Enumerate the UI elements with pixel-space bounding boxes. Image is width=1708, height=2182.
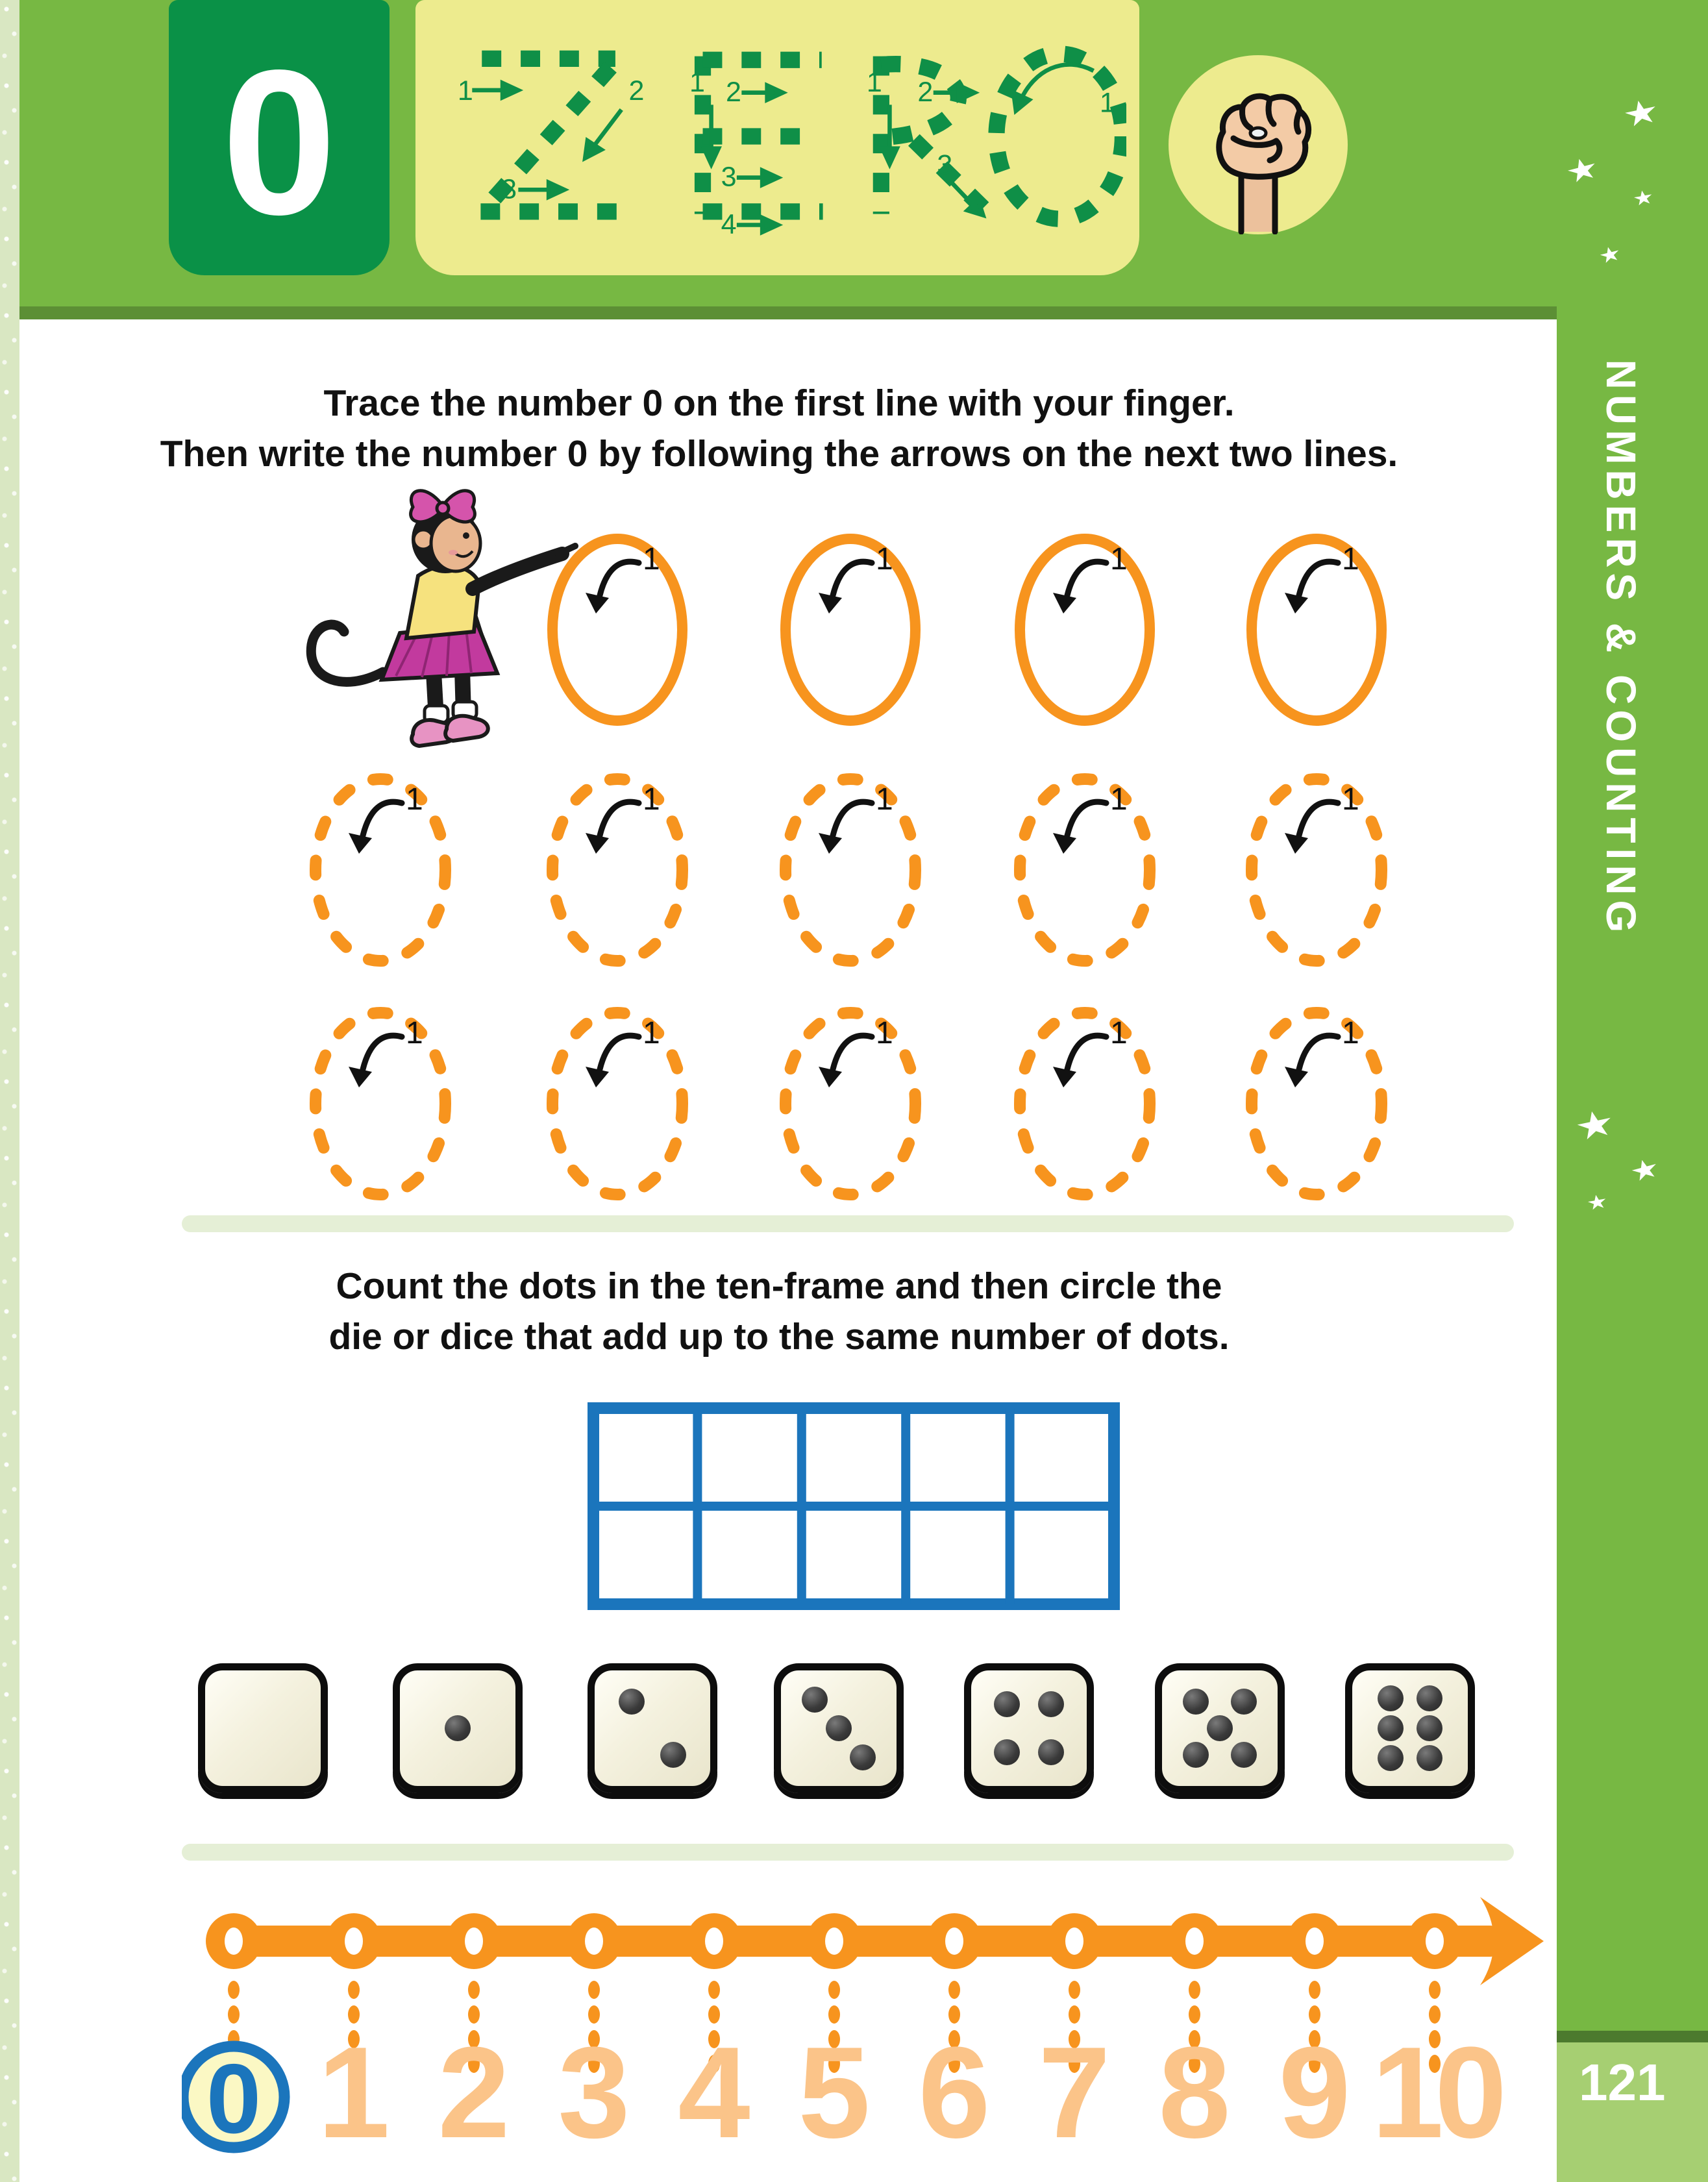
word-trace-box [415, 0, 1139, 275]
number-line-label-highlighted: 0 [206, 2044, 262, 2154]
e-stroke-4: 4 [721, 208, 737, 240]
page-number: 121 [1579, 2053, 1666, 2111]
stroke-number-label: 1 [1342, 782, 1359, 817]
section-divider [182, 1215, 1514, 1232]
monkey-bow-knot [437, 502, 449, 514]
stroke-number-label: 1 [1110, 782, 1128, 817]
star-icon: ★ [1626, 1152, 1663, 1188]
sidebar-footer-line [1557, 2031, 1708, 2042]
stroke-number-label: 1 [876, 1016, 893, 1050]
die-pip [1231, 1742, 1257, 1768]
die-showing-0 [198, 1663, 328, 1793]
die-pip [994, 1691, 1020, 1717]
stroke-number-label: 1 [876, 542, 893, 576]
stroke-number-label: 1 [643, 782, 660, 817]
die-pip [994, 1739, 1020, 1765]
letter-o [996, 54, 1122, 219]
sidebar-title: NUMBERS & COUNTING [1598, 359, 1644, 938]
r-stroke-1: 1 [866, 66, 882, 98]
number-line-label: 5 [798, 2020, 871, 2165]
o-stroke-1: 1 [1099, 87, 1115, 119]
die-pip [1183, 1742, 1209, 1768]
die-showing-1 [393, 1663, 523, 1793]
number-line-label: 1 [317, 2020, 390, 2165]
instr2-pre: Then write the number [160, 433, 567, 475]
die-showing-2 [588, 1663, 717, 1793]
lesson-number-box [169, 0, 390, 275]
die-showing-6 [1345, 1663, 1475, 1793]
monkey-character-illustration [279, 477, 584, 763]
monkey-face [431, 515, 480, 571]
instr2-zero: 0 [567, 433, 588, 475]
monkey-eye [463, 532, 469, 539]
trace-oval-dashed [776, 1003, 925, 1204]
die-pip [619, 1689, 645, 1715]
fist-icon [1169, 55, 1348, 234]
die-pip [1378, 1745, 1404, 1771]
stroke-number-label: 1 [1342, 542, 1359, 576]
die-showing-5 [1155, 1663, 1285, 1793]
number-line-label: 2 [438, 2020, 510, 2165]
star-icon: ★ [1631, 185, 1655, 210]
count-instructions [84, 1261, 1474, 1362]
die-pip [850, 1744, 876, 1770]
number-line-label: 9 [1278, 2020, 1351, 2165]
star-icon: ★ [1585, 1189, 1609, 1215]
number-line-label: 4 [678, 2020, 750, 2165]
instr1-pre: Trace the number [323, 382, 643, 424]
star-icon: ★ [1571, 1101, 1618, 1149]
die-pip [1038, 1691, 1064, 1717]
die-pip [1207, 1715, 1233, 1741]
monkey-shirt [406, 565, 479, 638]
instr1-zero: 0 [642, 382, 663, 424]
monkey-blush [449, 550, 458, 555]
trace-oval-dashed [543, 769, 692, 971]
trace-oval-solid [776, 529, 925, 730]
number-line-label: 3 [558, 2020, 630, 2165]
die-pip [1417, 1715, 1442, 1741]
number-line-label: 8 [1158, 2020, 1231, 2165]
z-stroke-3: 3 [501, 173, 517, 205]
die-pip [660, 1742, 686, 1768]
stroke-number-label: 1 [406, 1016, 423, 1050]
trace-oval-dashed [1242, 1003, 1391, 1204]
stroke-number-label: 1 [876, 782, 893, 817]
e-stroke-2: 2 [726, 76, 741, 108]
star-icon: ★ [1619, 92, 1663, 136]
trace-oval-dashed [543, 1003, 692, 1204]
trace-oval-solid [1010, 529, 1159, 730]
e-stroke-3: 3 [721, 161, 737, 193]
count-instr-line1: Count the dots in the ten-frame and then circle the [336, 1265, 1222, 1307]
trace-oval-dashed [1242, 769, 1391, 971]
stroke-number-label: 1 [1342, 1016, 1359, 1050]
star-icon: ★ [1596, 242, 1624, 269]
ten-frame [588, 1402, 1120, 1610]
stroke-number-label: 1 [1110, 1016, 1128, 1050]
star-icon: ★ [1562, 149, 1602, 191]
instr1-post: on the first line with your finger. [663, 382, 1235, 424]
trace-oval-dashed [306, 769, 455, 971]
count-instr-line2: die or dice that add up to the same number of dots. [328, 1316, 1230, 1358]
number-line [182, 1883, 1558, 2182]
header-underline [19, 306, 1558, 319]
r-stroke-3: 3 [937, 149, 953, 180]
die-showing-4 [964, 1663, 1094, 1793]
die-pip [1417, 1685, 1442, 1711]
z-stroke-1: 1 [457, 75, 473, 106]
die-pip [826, 1715, 852, 1741]
die-pip [1417, 1745, 1442, 1771]
monkey-shoe [445, 716, 488, 741]
die-pip [1378, 1715, 1404, 1741]
trace-oval-dashed [1010, 1003, 1159, 1204]
e-stroke-1: 1 [689, 66, 705, 98]
trace-oval-dashed [306, 1003, 455, 1204]
die-pip [1378, 1685, 1404, 1711]
instr2-post: by following the arrows on the next two lines. [588, 433, 1398, 475]
die-pip [1038, 1739, 1064, 1765]
number-line-label: 7 [1038, 2020, 1111, 2165]
trace-oval-solid [543, 529, 692, 730]
trace-oval-dashed [776, 769, 925, 971]
zero-trace-letters [428, 26, 1126, 247]
die-showing-3 [774, 1663, 904, 1793]
section-divider [182, 1844, 1514, 1861]
trace-oval-dashed [1010, 769, 1159, 971]
stroke-number-label: 1 [406, 782, 423, 817]
z-stroke-2: 2 [628, 75, 645, 106]
trace-instructions [84, 378, 1474, 479]
die-pip [802, 1687, 828, 1713]
stroke-number-label: 1 [643, 1016, 660, 1050]
stroke-number-label: 1 [1110, 542, 1128, 576]
number-line-label: 10 [1371, 2020, 1498, 2165]
monkey-tail [311, 625, 383, 682]
die-pip [445, 1715, 471, 1741]
left-dotted-border-strip [0, 0, 19, 2182]
lesson-number: 0 [221, 27, 337, 258]
trace-oval-solid [1242, 529, 1391, 730]
die-pip [1183, 1689, 1209, 1715]
fist-icon-circle [1169, 55, 1348, 234]
stroke-number-label: 1 [643, 542, 660, 576]
number-line-label: 6 [918, 2020, 991, 2165]
r-stroke-2: 2 [917, 76, 934, 108]
die-pip [1231, 1689, 1257, 1715]
